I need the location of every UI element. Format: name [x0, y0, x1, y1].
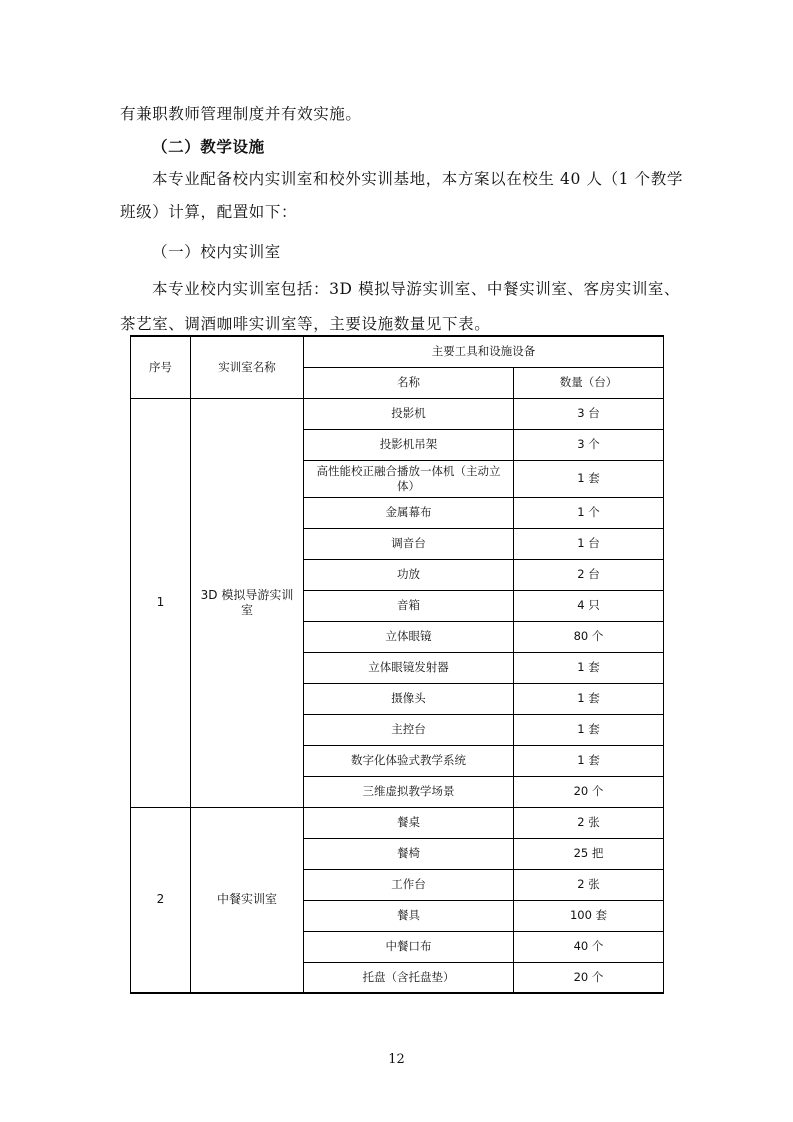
equipment-name: 餐桌	[304, 807, 514, 838]
room-number: 2	[131, 807, 191, 993]
header-room: 实训室名称	[191, 336, 304, 398]
equipment-quantity: 2 张	[514, 807, 664, 838]
equipment-quantity: 2 台	[514, 559, 664, 590]
header-no: 序号	[131, 336, 191, 398]
description-line-2: 茶艺室、调酒咖啡实训室等，主要设施数量见下表。	[120, 315, 491, 333]
equipment-quantity: 80 个	[514, 621, 664, 652]
equipment-quantity: 3 台	[514, 398, 664, 429]
equipment-quantity: 20 个	[514, 776, 664, 807]
table-header-row	[131, 336, 664, 367]
equipment-name: 功放	[304, 559, 514, 590]
equipment-name: 工作台	[304, 869, 514, 900]
equipment-name: 数字化体验式教学系统	[304, 745, 514, 776]
equipment-name: 立体眼镜发射器	[304, 652, 514, 683]
equipment-name: 摄像头	[304, 683, 514, 714]
equipment-name: 高性能校正融合播放一体机（主动立体）	[304, 460, 514, 497]
equipment-name: 托盘（含托盘垫）	[304, 962, 514, 993]
equipment-quantity: 3 个	[514, 429, 664, 460]
equipment-name: 三维虚拟教学场景	[304, 776, 514, 807]
equipment-name: 音箱	[304, 590, 514, 621]
intro-line-2: 班级）计算，配置如下：	[120, 203, 298, 221]
section-heading: （二）教学设施	[152, 137, 265, 156]
equipment-name: 餐椅	[304, 838, 514, 869]
equipment-name: 金属幕布	[304, 497, 514, 528]
equipment-name: 投影机吊架	[304, 429, 514, 460]
room-number: 1	[131, 398, 191, 807]
header-equipment: 主要工具和设施设备	[304, 336, 664, 367]
equipment-quantity: 1 套	[514, 683, 664, 714]
equipment-quantity: 1 套	[514, 745, 664, 776]
room-name: 3D 模拟导游实训室	[191, 398, 304, 807]
equipment-name: 投影机	[304, 398, 514, 429]
equipment-quantity: 20 个	[514, 962, 664, 993]
equipment-name: 中餐口布	[304, 931, 514, 962]
equipment-quantity: 1 套	[514, 652, 664, 683]
room-name: 中餐实训室	[191, 807, 304, 993]
page-number: 12	[388, 1052, 405, 1067]
table-row	[131, 807, 664, 838]
header-quantity: 数量（台）	[514, 367, 664, 398]
equipment-quantity: 1 台	[514, 528, 664, 559]
equipment-table	[130, 335, 664, 994]
equipment-quantity: 2 张	[514, 869, 664, 900]
subsection-heading: （一）校内实训室	[152, 243, 281, 261]
equipment-quantity: 1 个	[514, 497, 664, 528]
equipment-name: 餐具	[304, 900, 514, 931]
equipment-name: 调音台	[304, 528, 514, 559]
equipment-quantity: 25 把	[514, 838, 664, 869]
header-name: 名称	[304, 367, 514, 398]
equipment-quantity: 1 套	[514, 714, 664, 745]
equipment-quantity: 1 套	[514, 460, 664, 497]
equipment-quantity: 4 只	[514, 590, 664, 621]
intro-line-1: 本专业配备校内实训室和校外实训基地，本方案以在校生 40 人（1 个教学	[152, 170, 683, 188]
equipment-quantity: 40 个	[514, 931, 664, 962]
paragraph-continuation: 有兼职教师管理制度并有效实施。	[120, 105, 362, 123]
table-row	[131, 398, 664, 429]
equipment-quantity: 100 套	[514, 900, 664, 931]
equipment-name: 主控台	[304, 714, 514, 745]
equipment-name: 立体眼镜	[304, 621, 514, 652]
description-line-1: 本专业校内实训室包括：3D 模拟导游实训室、中餐实训室、客房实训室、	[152, 280, 681, 298]
